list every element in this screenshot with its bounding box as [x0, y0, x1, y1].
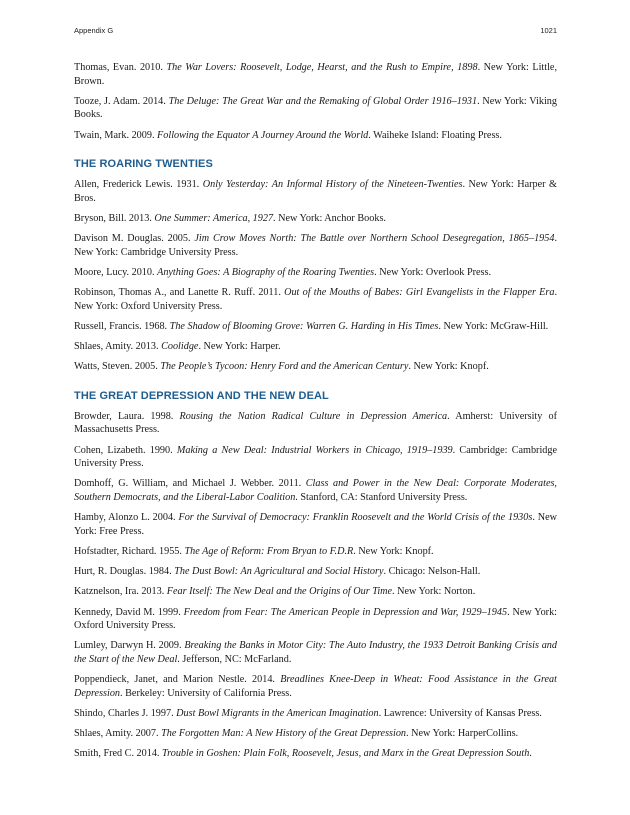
- entry-author-year: Hamby, Alonzo L. 2004.: [74, 512, 179, 524]
- bibliography-entry: [74, 232, 557, 259]
- entry-publisher: . New York: Harper & Bros.: [74, 179, 557, 204]
- bibliography-entry: [74, 340, 557, 354]
- entry-title: The Deluge: The Great War and the Remaking of Global Order 1916–1931: [168, 95, 478, 107]
- entry-publisher: . New York: HarperCollins.: [406, 728, 519, 740]
- entry-title: Fear Itself: The New Deal and the Origins of Our Time: [166, 586, 393, 598]
- entry-author-year: Smith, Fred C. 2014.: [74, 748, 163, 760]
- bibliography-entry: [74, 565, 557, 579]
- entry-author-year: Bryson, Bill. 2013.: [74, 212, 155, 224]
- entry-title: The Forgotten Man: A New History of the Great Depression: [161, 728, 407, 740]
- entry-title: Trouble in Goshen: Plain Folk, Roosevelt, Jesus, and Marx in the Great Depression South: [162, 748, 530, 760]
- entry-title: The Age of Reform: From Bryan to F.D.R: [184, 545, 354, 557]
- entry-title: Freedom from Fear: The American People in Depression and War, 1929–1945: [183, 606, 508, 618]
- section-heading: THE ROARING TWENTIES: [74, 158, 213, 171]
- entry-title: The Shadow of Blooming Grove: Warren G. Harding in His Times: [169, 320, 439, 332]
- entry-title: Only Yesterday: An Informal History of the Nineteen-Twenties: [202, 179, 463, 191]
- entry-publisher: . Chicago: Nelson-Hall.: [383, 566, 481, 578]
- entry-author-year: Kennedy, David M. 1999.: [74, 606, 184, 618]
- bibliography-entry: [74, 266, 557, 280]
- entry-publisher: . New York: McGraw-Hill.: [438, 320, 549, 332]
- bibliography-entry: [74, 410, 557, 437]
- entry-title: Anything Goes: A Biography of the Roaring Twenties: [157, 266, 375, 278]
- entry-author-year: Lumley, Darwyn H. 2009.: [74, 640, 185, 652]
- entry-title: Following the Equator A Journey Around the World: [157, 129, 369, 141]
- bibliography-sections: [74, 157, 557, 761]
- bibliography-section: [74, 157, 557, 374]
- entry-publisher: .: [529, 748, 532, 760]
- bibliography-entry: [74, 178, 557, 205]
- entry-publisher: . New York: Norton.: [392, 586, 476, 598]
- entry-publisher: . New York: Oxford University Press.: [74, 606, 557, 632]
- bibliography-entry: [74, 639, 557, 666]
- entry-author-year: Watts, Steven. 2005.: [74, 361, 161, 373]
- entry-author-year: Moore, Lucy. 2010.: [74, 266, 158, 278]
- entry-title: Class and Power in the New Deal: Corporate Moderates, Southern Democrats, and the Liberal-Labor Coalition: [74, 478, 557, 503]
- bibliography-entry: [74, 95, 557, 122]
- entry-publisher: . New York: Cambridge University Press.: [74, 233, 558, 258]
- bibliography-entry: [74, 61, 557, 88]
- entry-title: Coolidge: [161, 341, 199, 353]
- entry-title: Jim Crow Moves North: The Battle over Northern School Desegregation, 1865–1954: [194, 233, 555, 245]
- entry-publisher: . Cambridge: Cambridge University Press.: [74, 444, 557, 470]
- entry-author-year: Robinson, Thomas A., and Lanette R. Ruff. 2011.: [74, 287, 285, 299]
- bibliography-entry: [74, 360, 557, 374]
- entry-author-year: Thomas, Evan. 2010.: [74, 62, 167, 73]
- entry-author-year: Hofstadter, Richard. 1955.: [74, 545, 185, 557]
- entry-author-year: Russell, Francis. 1968.: [74, 320, 170, 332]
- bibliography-entry: [74, 320, 557, 334]
- entry-publisher: . New York: Little, Brown.: [74, 62, 557, 87]
- entry-author-year: Poppendieck, Janet, and Marion Nestle. 2014.: [74, 674, 281, 686]
- entry-title: The War Lovers: Roosevelt, Lodge, Hearst, and the Rush to Empire, 1898: [166, 62, 478, 73]
- entry-publisher: . Stanford, CA: Stanford University Press.: [295, 492, 468, 503]
- bibliography-entry: [74, 673, 557, 700]
- intro-entries: [74, 61, 557, 142]
- entry-author-year: Browder, Laura. 1998.: [74, 410, 180, 422]
- bibliography-entry: [74, 212, 557, 226]
- entry-publisher: . New York: Knopf.: [353, 545, 434, 557]
- entry-author-year: Cohen, Lizabeth. 1990.: [74, 444, 177, 456]
- entry-publisher: . New York: Knopf.: [408, 361, 489, 373]
- bibliography-entry: [74, 444, 557, 471]
- entry-title: One Summer: America, 1927: [154, 212, 274, 224]
- entry-author-year: Davison M. Douglas. 2005.: [74, 233, 195, 245]
- entry-title: Dust Bowl Migrants in the American Imagination: [176, 707, 379, 719]
- entry-publisher: . New York: Harper.: [198, 341, 281, 353]
- entry-publisher: . New York: Viking Books.: [74, 95, 557, 121]
- entry-publisher: . Amherst: University of Massachusetts Press.: [74, 410, 557, 436]
- entry-author-year: Allen, Frederick Lewis. 1931.: [74, 179, 203, 191]
- page-number: 1021: [540, 26, 557, 35]
- bibliography-entry: [74, 545, 557, 559]
- entry-title: Breaking the Banks in Motor City: The Auto Industry, the 1933 Detroit Banking Crisis and the Start of the New Deal: [74, 640, 557, 665]
- entry-title: The People’s Tycoon: Henry Ford and the American Century: [160, 361, 409, 373]
- bibliography-entry: [74, 511, 557, 538]
- header-appendix-label: Appendix G: [74, 26, 114, 35]
- bibliography-section: [74, 389, 557, 761]
- bibliography-entry: [74, 129, 557, 143]
- entry-publisher: . New York: Overlook Press.: [374, 266, 491, 278]
- entry-author-year: Katznelson, Ira. 2013.: [74, 586, 167, 598]
- entry-publisher: . Lawrence: University of Kansas Press.: [378, 707, 542, 719]
- entry-title: Making a New Deal: Industrial Workers in Chicago, 1919–1939: [176, 444, 453, 456]
- entry-publisher: . Berkeley: University of California Press.: [120, 687, 292, 699]
- running-header: [74, 26, 557, 35]
- section-heading: THE GREAT DEPRESSION AND THE NEW DEAL: [74, 389, 329, 402]
- bibliography-entry: [74, 286, 557, 313]
- entry-title: For the Survival of Democracy: Franklin Roosevelt and the World Crisis of the 1930s: [178, 512, 533, 524]
- bibliography-content: [74, 61, 557, 767]
- entry-author-year: Shindo, Charles J. 1997.: [74, 707, 177, 719]
- bibliography-entry: [74, 747, 557, 761]
- entry-publisher: . New York: Free Press.: [74, 512, 557, 537]
- entry-publisher: . Waiheke Island: Floating Press.: [368, 129, 502, 141]
- entry-title: Breadlines Knee-Deep in Wheat: Food Assistance in the Great Depression: [74, 674, 557, 699]
- entry-publisher: . New York: Oxford University Press.: [74, 287, 557, 312]
- entry-title: Out of the Mouths of Babes: Girl Evangelists in the Flapper Era: [284, 287, 555, 299]
- bibliography-entry: [74, 585, 557, 599]
- bibliography-entry: [74, 707, 557, 721]
- entry-publisher: . New York: Anchor Books.: [273, 212, 386, 224]
- entry-author-year: Twain, Mark. 2009.: [74, 129, 158, 141]
- bibliography-entry: [74, 727, 557, 741]
- entry-author-year: Tooze, J. Adam. 2014.: [74, 95, 169, 107]
- bibliography-entry: [74, 606, 557, 633]
- entry-title: Rousing the Nation Radical Culture in Depression America: [179, 410, 448, 422]
- entry-publisher: . Jefferson, NC: McFarland.: [177, 653, 292, 665]
- entry-author-year: Shlaes, Amity. 2007.: [74, 728, 162, 740]
- entry-author-year: Hurt, R. Douglas. 1984.: [74, 566, 175, 578]
- entry-author-year: Shlaes, Amity. 2013.: [74, 341, 162, 353]
- entry-title: The Dust Bowl: An Agricultural and Social History: [174, 566, 384, 578]
- entry-author-year: Domhoff, G. William, and Michael J. Webber. 2011.: [74, 478, 306, 490]
- bibliography-entry: [74, 477, 557, 504]
